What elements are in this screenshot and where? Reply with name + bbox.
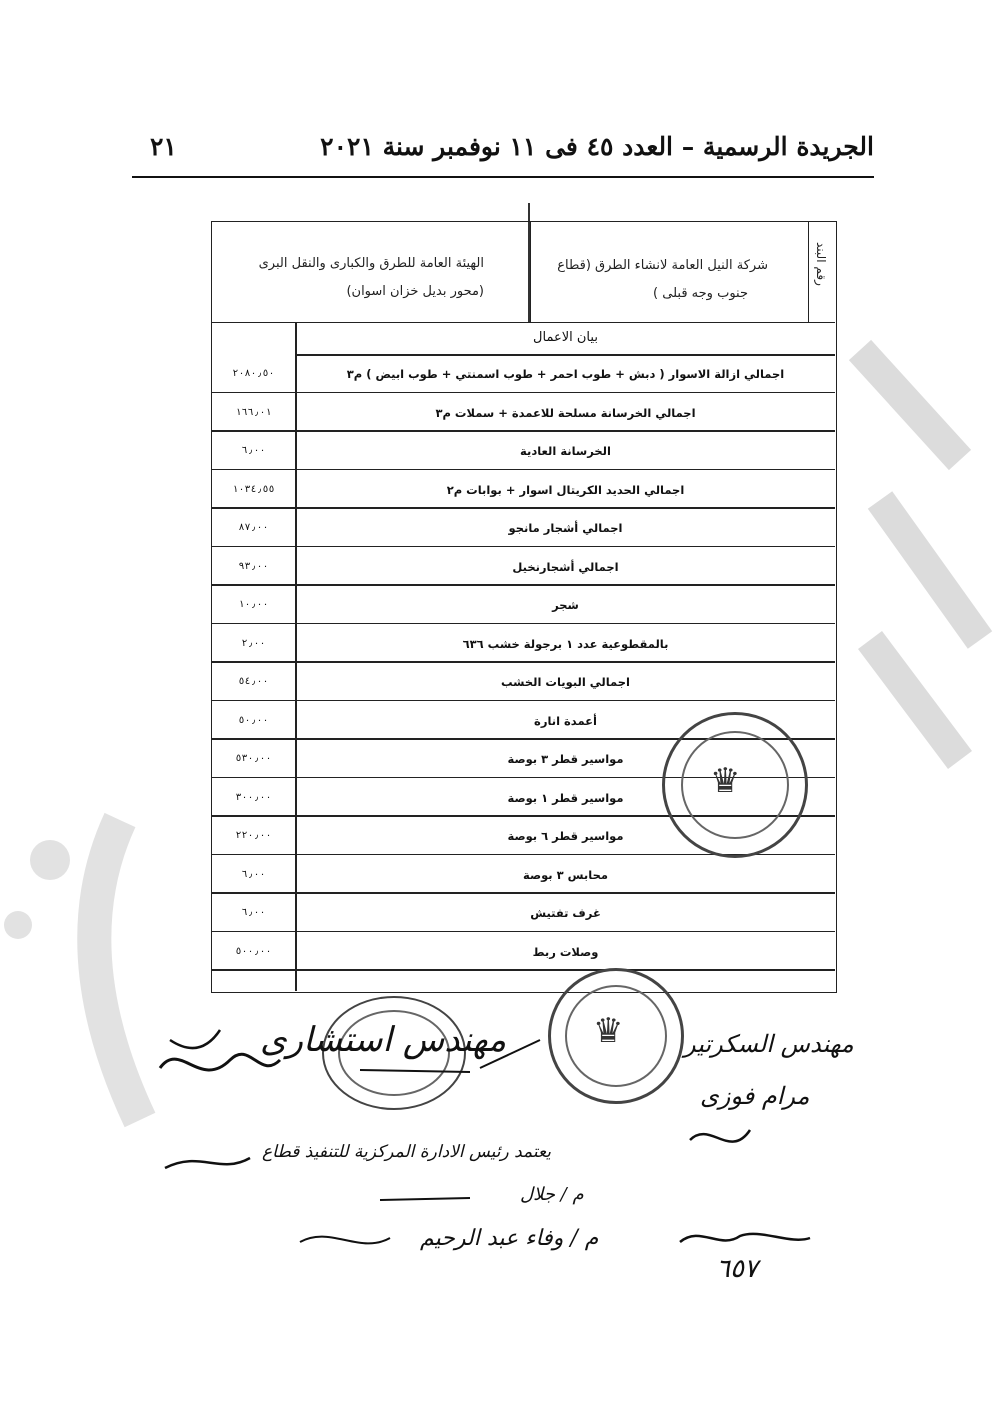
- eagle-emblem-icon: ♛: [710, 761, 741, 801]
- row-description: مواسير قطر ٣ بوصة: [507, 752, 624, 766]
- row-description: بالمقطوعية عدد ١ برجولة خشب ٦٣٦: [462, 636, 669, 651]
- row-description: اجمالي الخرسانة مسلحة للاعمدة + سملات م٣: [435, 405, 696, 420]
- item-number-label: رقم البند: [814, 242, 828, 286]
- row-value: ٦٫٠٠: [241, 907, 266, 918]
- signature-secretary: مهندس السكرتير: [684, 1030, 854, 1058]
- row-description: اجمالي ازالة الاسوار ( دبش + طوب احمر + طوب اسمنتي + طوب ابيض ) م٣: [346, 367, 785, 381]
- row-description: غرف تفتيش: [530, 906, 601, 920]
- authority-name: الهيئة العامة للطرق والكبارى والنقل البرى: [258, 256, 484, 271]
- row-description: الخرسانة العادية: [520, 444, 611, 458]
- row-value: ٥٠٠٫٠٠: [235, 945, 272, 957]
- row-description: اجمالي أشجار مانجو: [508, 521, 623, 535]
- works-heading: بيان الاعمال: [533, 330, 598, 345]
- company-region: جنوب وجه قبلى ): [653, 286, 748, 301]
- row-description: أعمدة انارة: [534, 713, 597, 728]
- row-value: ٥٣٠٫٠٠: [235, 753, 272, 764]
- row-description: شجر: [552, 598, 579, 612]
- row-value: ٥٠٫٠٠: [238, 714, 269, 726]
- row-value: ٢٫٠٠: [241, 637, 266, 649]
- row-value: ٩٣٫٠٠: [238, 560, 269, 572]
- row-value: ٨٧٫٠٠: [238, 522, 269, 533]
- signature-wafaa: م / وفاء عبد الرحيم: [420, 1226, 599, 1251]
- row-description: محابس ٣ بوصة: [523, 867, 608, 882]
- row-description: مواسير قطر ٦ بوصة: [507, 829, 624, 843]
- row-value: ٦٫٠٠: [241, 868, 266, 880]
- row-description: وصلات ربط: [532, 944, 599, 959]
- row-description: اجمالي أشجارنخيل: [512, 559, 619, 574]
- row-value: ١٠٣٤٫٥٥: [232, 483, 275, 495]
- row-value: ٢٢٠٫٠٠: [235, 830, 272, 841]
- reference-code: ٦٥٧: [716, 1254, 758, 1284]
- row-value: ١٠٫٠٠: [238, 599, 269, 610]
- row-description: اجمالي البويات الخشب: [501, 675, 630, 689]
- row-value: ٣٠٠٫٠٠: [235, 791, 272, 803]
- row-value: ٥٤٫٠٠: [238, 676, 269, 687]
- signature-engineer: مرام فوزى: [700, 1082, 810, 1110]
- approval-line: يعتمد رئيس الادارة المركزية للتنفيذ قطاع: [262, 1142, 551, 1162]
- row-description: اجمالي الحديد الكريتال اسوار + بوابات م٢: [446, 482, 685, 497]
- row-description: مواسير قطر ١ بوصة: [507, 790, 624, 805]
- project-name: (محور بديل خزان اسوان): [346, 284, 484, 299]
- row-value: ٢٠٨٠٫٥٠: [232, 368, 275, 379]
- eagle-emblem-icon: ♛: [593, 1011, 624, 1051]
- gazette-title: الجريدة الرسمية – العدد ٤٥ فى ١١ نوفمبر سنة ٢٠٢١: [320, 131, 874, 161]
- row-value: ٦٫٠٠: [241, 445, 266, 456]
- signature-jalal: م / جلال: [520, 1184, 584, 1205]
- company-name: شركة النيل العامة لانشاء الطرق (قطاع: [557, 258, 768, 273]
- signature-consultant: مهندس استشارى: [260, 1020, 507, 1060]
- page-number: ٢١: [150, 131, 177, 161]
- row-value: ١٦٦٫٠١: [235, 406, 272, 418]
